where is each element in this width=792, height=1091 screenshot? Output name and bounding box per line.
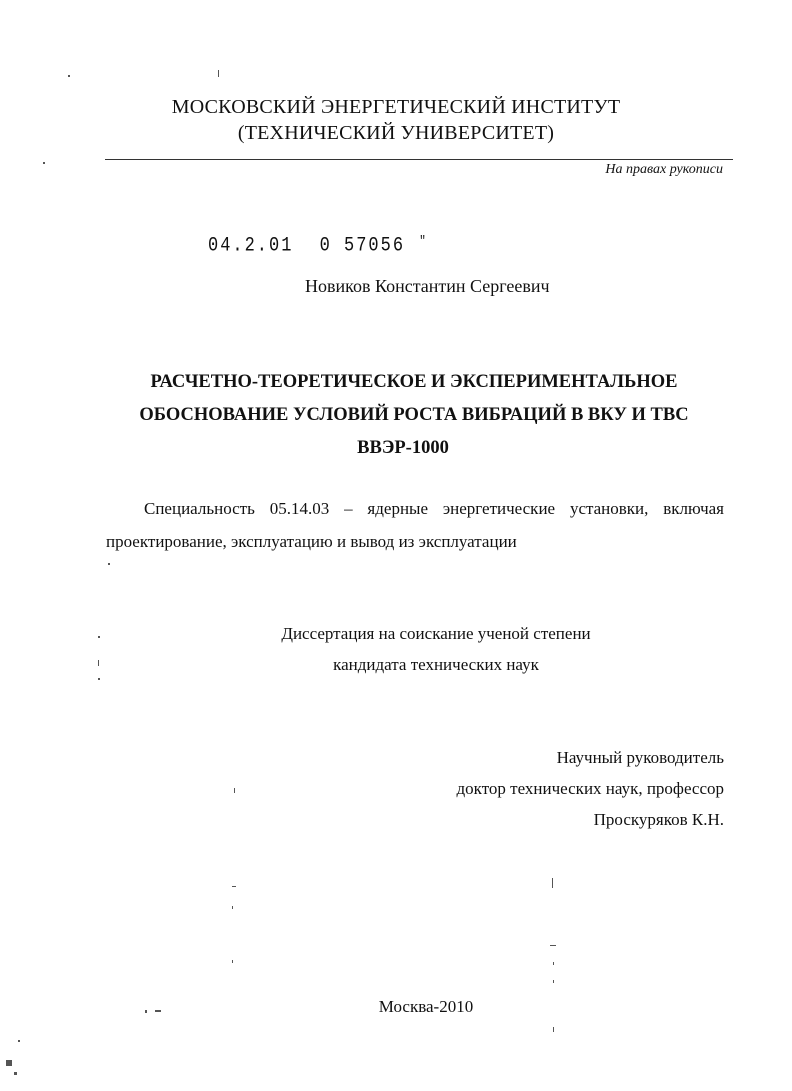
registration-code-part2: 0 57056 [319,235,406,258]
scan-speck [43,162,45,164]
dissertation-line-2: кандидата технических наук [333,655,539,674]
scan-speck [108,563,110,565]
institute-line-2: (ТЕХНИЧЕСКИЙ УНИВЕРСИТЕТ) [237,122,555,144]
supervisor-label: Научный руководитель [556,748,724,767]
dissertation-degree [40,618,792,680]
scan-speck [234,788,235,793]
header-divider [105,159,733,160]
specialty-text: Специальность 05.14.03 – ядерные энергетические установки, включая проектирование, эксплуатацию и вывод из эксплуатации [106,499,724,551]
scan-speck [18,1040,20,1042]
scan-speck [553,962,554,965]
scan-speck [552,878,553,888]
title-line-3: ВВЭР-1000 [357,438,449,458]
institute-line-1: МОСКОВСКИЙ ЭНЕРГЕТИЧЕСКИЙ ИНСТИТУТ [171,96,621,118]
scan-speck [98,678,100,680]
scan-speck [14,1072,17,1075]
scan-speck [553,1027,554,1032]
title-line-2: ОБОСНОВАНИЕ УСЛОВИЙ РОСТА ВИБРАЦИЙ В ВКУ И ТВС [139,405,689,425]
registration-code [208,235,428,258]
scan-speck [232,906,233,909]
scan-speck [98,660,99,666]
supervisor-degree: доктор технических наук, профессор [456,779,724,798]
scan-speck [232,960,233,963]
scan-speck [550,945,556,946]
scan-speck [232,886,236,887]
scan-speck [98,636,100,638]
title-line-1: РАСЧЕТНО-ТЕОРЕТИЧЕСКОЕ И ЭКСПЕРИМЕНТАЛЬНОЕ [150,372,678,392]
institute-name [0,94,792,146]
city-year: Москва-2010 [378,997,474,1016]
dissertation-title [0,366,792,465]
author-name: Новиков Константин Сергеевич [305,276,550,296]
supervisor-name: Проскуряков К.Н. [593,810,724,829]
registration-code-mark: " [419,235,428,250]
supervisor-block [457,742,724,835]
manuscript-rights: На правах рукописи [605,162,723,177]
scan-speck [218,70,219,77]
scan-speck [145,1010,147,1013]
scan-speck [155,1010,161,1012]
scan-speck [68,75,70,77]
scan-speck [6,1060,12,1066]
scan-speck [553,980,554,983]
dissertation-line-1: Диссертация на соискание ученой степени [281,624,591,643]
registration-code-part1: 04.2.01 [208,235,294,258]
